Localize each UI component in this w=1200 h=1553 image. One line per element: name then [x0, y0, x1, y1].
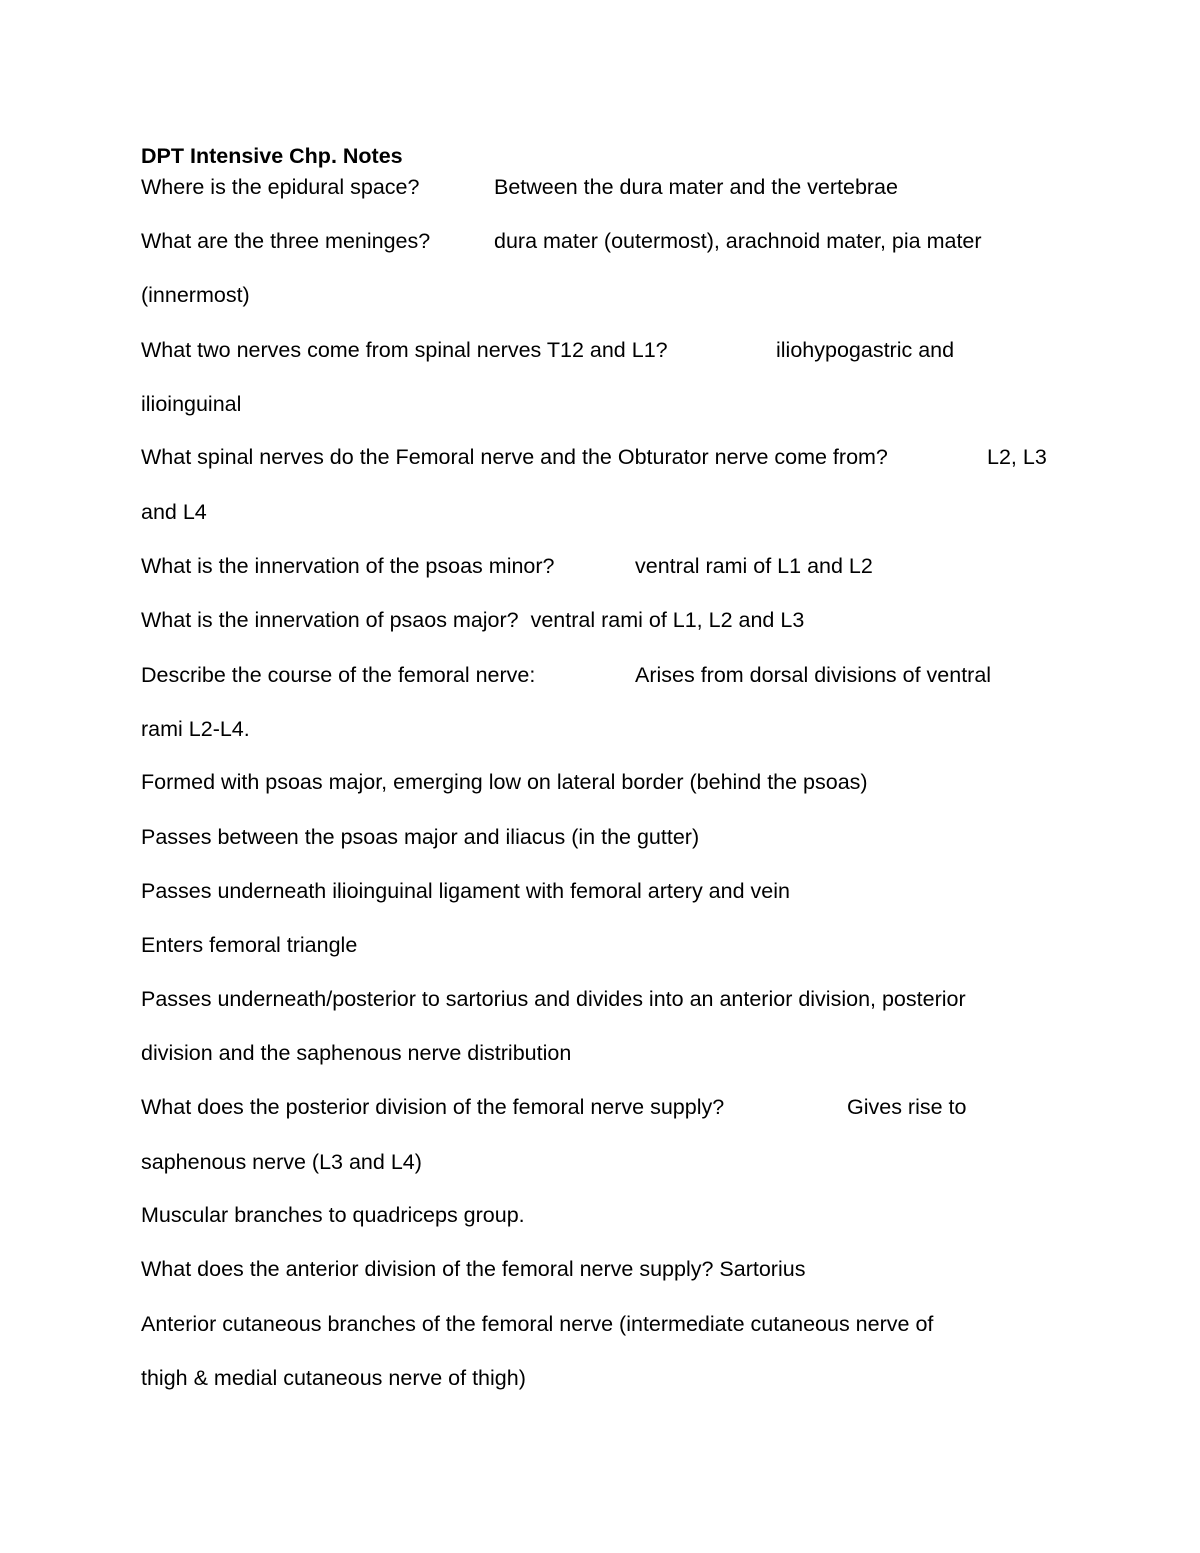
- answer-text: ventral rami of L1 and L2: [635, 554, 873, 578]
- note-text: Formed with psoas major, emerging low on lateral border (behind the psoas): [141, 770, 868, 794]
- note-line: [141, 714, 250, 744]
- note-text: Passes underneath ilioinguinal ligament with femoral artery and vein: [141, 879, 790, 903]
- continuation-text: and L4: [141, 500, 207, 524]
- question-text: What two nerves come from spinal nerves T12 and L1?: [141, 338, 668, 362]
- note-line: [141, 442, 1047, 472]
- note-line: [141, 660, 992, 690]
- continuation-text: (innermost): [141, 283, 250, 307]
- answer-text: Arises from dorsal divisions of ventral: [635, 663, 992, 687]
- question-text: What are the three meninges?: [141, 229, 431, 253]
- question-text: What does the posterior division of the femoral nerve supply?: [141, 1095, 725, 1119]
- note-line: [141, 605, 804, 635]
- note-text: Passes underneath/posterior to sartorius and divides into an anterior division, posterior: [141, 987, 966, 1011]
- note-line: [141, 930, 357, 960]
- answer-text: Between the dura mater and the vertebrae: [494, 175, 898, 199]
- note-text: Anterior cutaneous branches of the femoral nerve (intermediate cutaneous nerve of: [141, 1312, 934, 1336]
- note-line: [141, 1147, 422, 1177]
- answer-text: dura mater (outermost), arachnoid mater, pia mater: [494, 229, 982, 253]
- note-line: [141, 551, 873, 581]
- continuation-text: rami L2-L4.: [141, 717, 250, 741]
- note-text: Muscular branches to quadriceps group.: [141, 1203, 525, 1227]
- continuation-text: saphenous nerve (L3 and L4): [141, 1150, 422, 1174]
- note-line: [141, 876, 790, 906]
- answer-text: Gives rise to: [847, 1095, 967, 1119]
- question-text: What is the innervation of the psoas minor?: [141, 554, 555, 578]
- note-line: [141, 1200, 525, 1230]
- note-line: [141, 497, 207, 527]
- note-line: [141, 335, 955, 365]
- question-text: Describe the course of the femoral nerve:: [141, 663, 536, 687]
- question-text: What is the innervation of psaos major? ventral rami of L1, L2 and L3: [141, 608, 805, 632]
- note-line: [141, 389, 241, 419]
- note-line: [141, 822, 699, 852]
- note-line: [141, 280, 250, 310]
- note-line: [141, 172, 898, 202]
- answer-text: iliohypogastric and: [776, 338, 955, 362]
- question-text: What spinal nerves do the Femoral nerve and the Obturator nerve come from?: [141, 445, 888, 469]
- note-line: [141, 1363, 526, 1393]
- continuation-text: ilioinguinal: [141, 392, 242, 416]
- question-text: What does the anterior division of the femoral nerve supply? Sartorius: [141, 1257, 806, 1281]
- note-text: Enters femoral triangle: [141, 933, 358, 957]
- note-text: Passes between the psoas major and iliacus (in the gutter): [141, 825, 700, 849]
- answer-text: L2, L3: [987, 445, 1047, 469]
- continuation-text: thigh & medial cutaneous nerve of thigh): [141, 1366, 526, 1390]
- note-line: [141, 1309, 933, 1339]
- note-line: [141, 1092, 967, 1122]
- note-line: [141, 226, 982, 256]
- note-line: [141, 767, 868, 797]
- note-text: division and the saphenous nerve distribution: [141, 1041, 572, 1065]
- note-line: [141, 984, 966, 1014]
- question-text: Where is the epidural space?: [141, 175, 420, 199]
- note-line: [141, 1038, 571, 1068]
- document-title: DPT Intensive Chp. Notes: [141, 144, 403, 168]
- note-line: [141, 1254, 805, 1284]
